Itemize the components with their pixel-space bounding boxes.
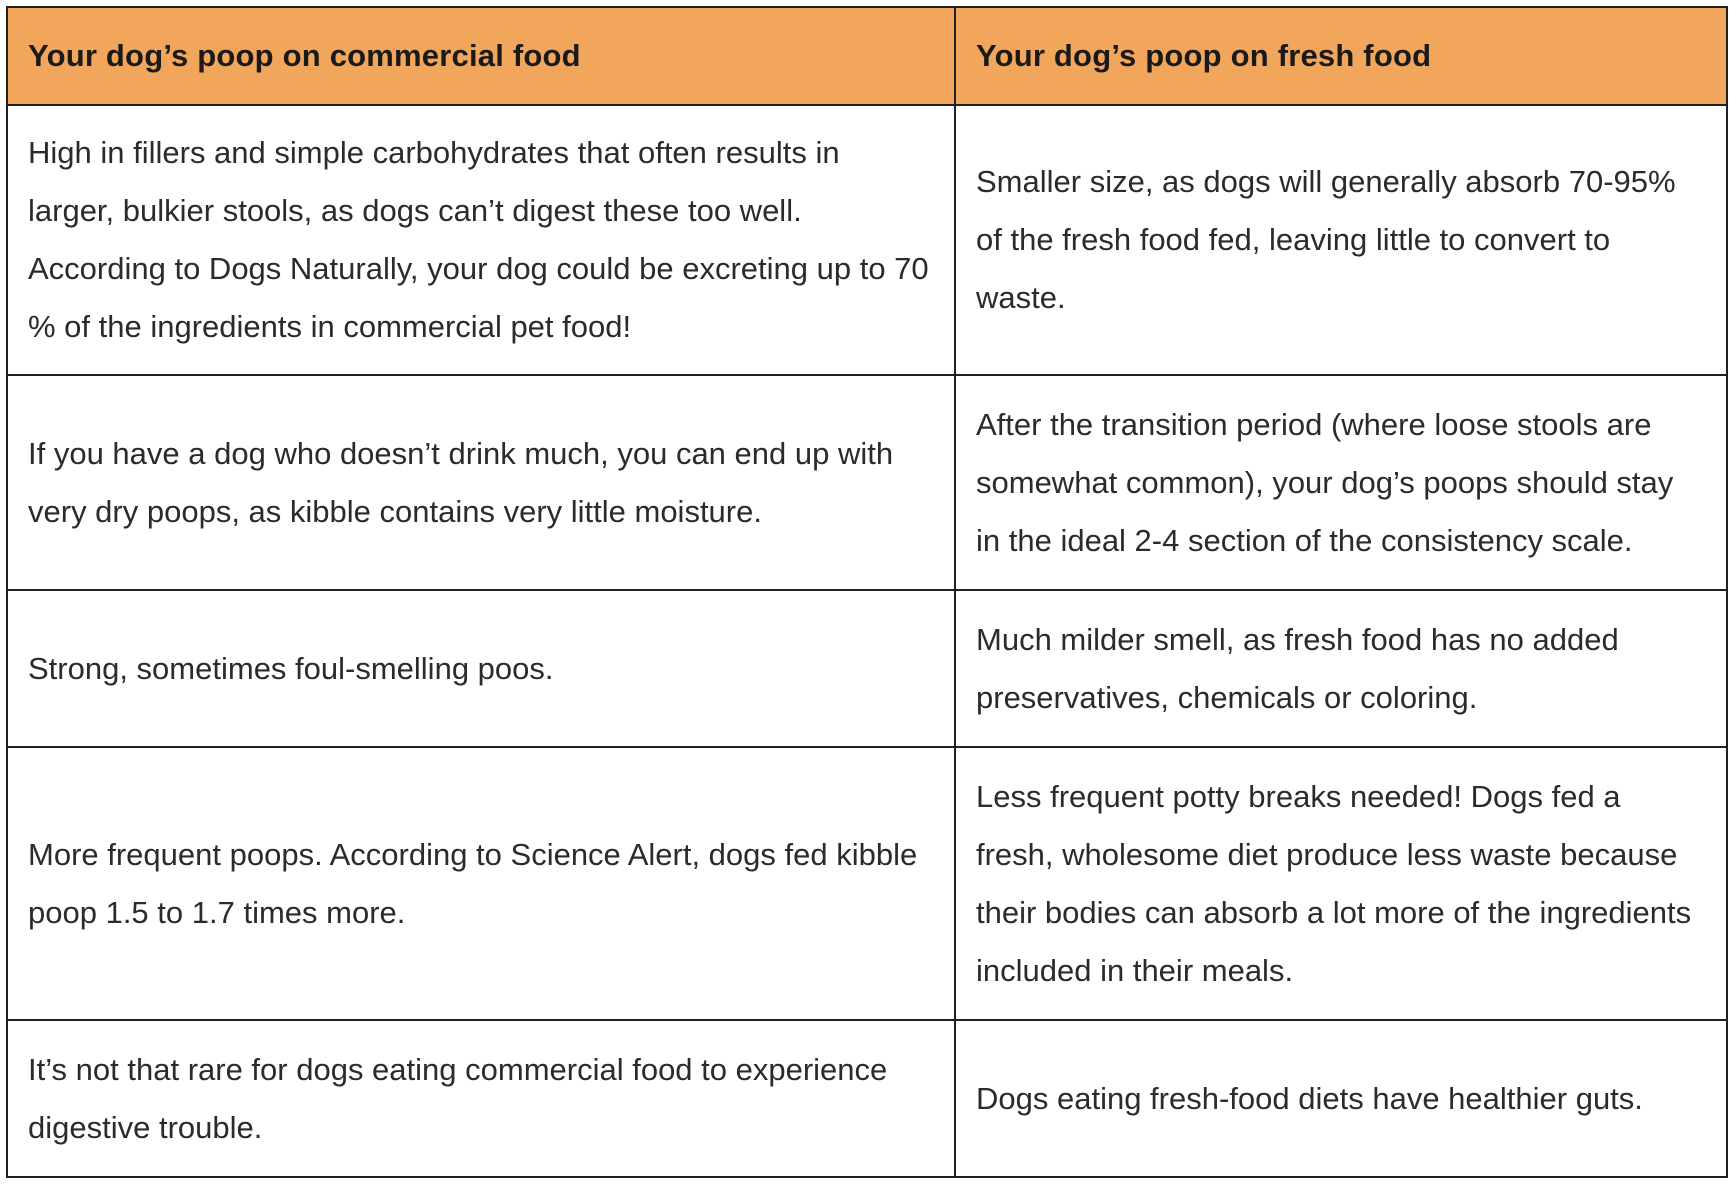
cell-fresh-size: Smaller size, as dogs will generally absorb 70-95% of the fresh food fed, leaving little to convert to waste. bbox=[955, 105, 1727, 375]
cell-commercial-moisture: If you have a dog who doesn’t drink much, you can end up with very dry poops, as kibble contains very little moisture. bbox=[7, 375, 955, 590]
cell-fresh-digestion: Dogs eating fresh-food diets have healthier guts. bbox=[955, 1020, 1727, 1177]
cell-commercial-size: High in fillers and simple carbohydrates that often results in larger, bulkier stools, as dogs can’t digest these too well. According to Dogs Naturally, your dog could be excreting up to 70 % of the ingredients in commercial pet food! bbox=[7, 105, 955, 375]
table-row bbox=[7, 105, 1727, 375]
cell-commercial-frequency: More frequent poops. According to Science Alert, dogs fed kibble poop 1.5 to 1.7 times more. bbox=[7, 747, 955, 1020]
table-row bbox=[7, 1020, 1727, 1177]
header-commercial-food: Your dog’s poop on commercial food bbox=[7, 7, 955, 105]
table-header-row bbox=[7, 7, 1727, 105]
cell-fresh-smell: Much milder smell, as fresh food has no added preservatives, chemicals or coloring. bbox=[955, 590, 1727, 747]
table-row bbox=[7, 375, 1727, 590]
comparison-table-container bbox=[6, 6, 1726, 1178]
cell-commercial-smell: Strong, sometimes foul-smelling poos. bbox=[7, 590, 955, 747]
cell-fresh-frequency: Less frequent potty breaks needed! Dogs fed a fresh, wholesome diet produce less waste because their bodies can absorb a lot more of the ingredients included in their meals. bbox=[955, 747, 1727, 1020]
cell-commercial-digestion: It’s not that rare for dogs eating commercial food to experience digestive trouble. bbox=[7, 1020, 955, 1177]
cell-fresh-consistency: After the transition period (where loose stools are somewhat common), your dog’s poops should stay in the ideal 2-4 section of the consistency scale. bbox=[955, 375, 1727, 590]
table-row bbox=[7, 747, 1727, 1020]
table-row bbox=[7, 590, 1727, 747]
header-fresh-food: Your dog’s poop on fresh food bbox=[955, 7, 1727, 105]
comparison-table bbox=[6, 6, 1728, 1178]
